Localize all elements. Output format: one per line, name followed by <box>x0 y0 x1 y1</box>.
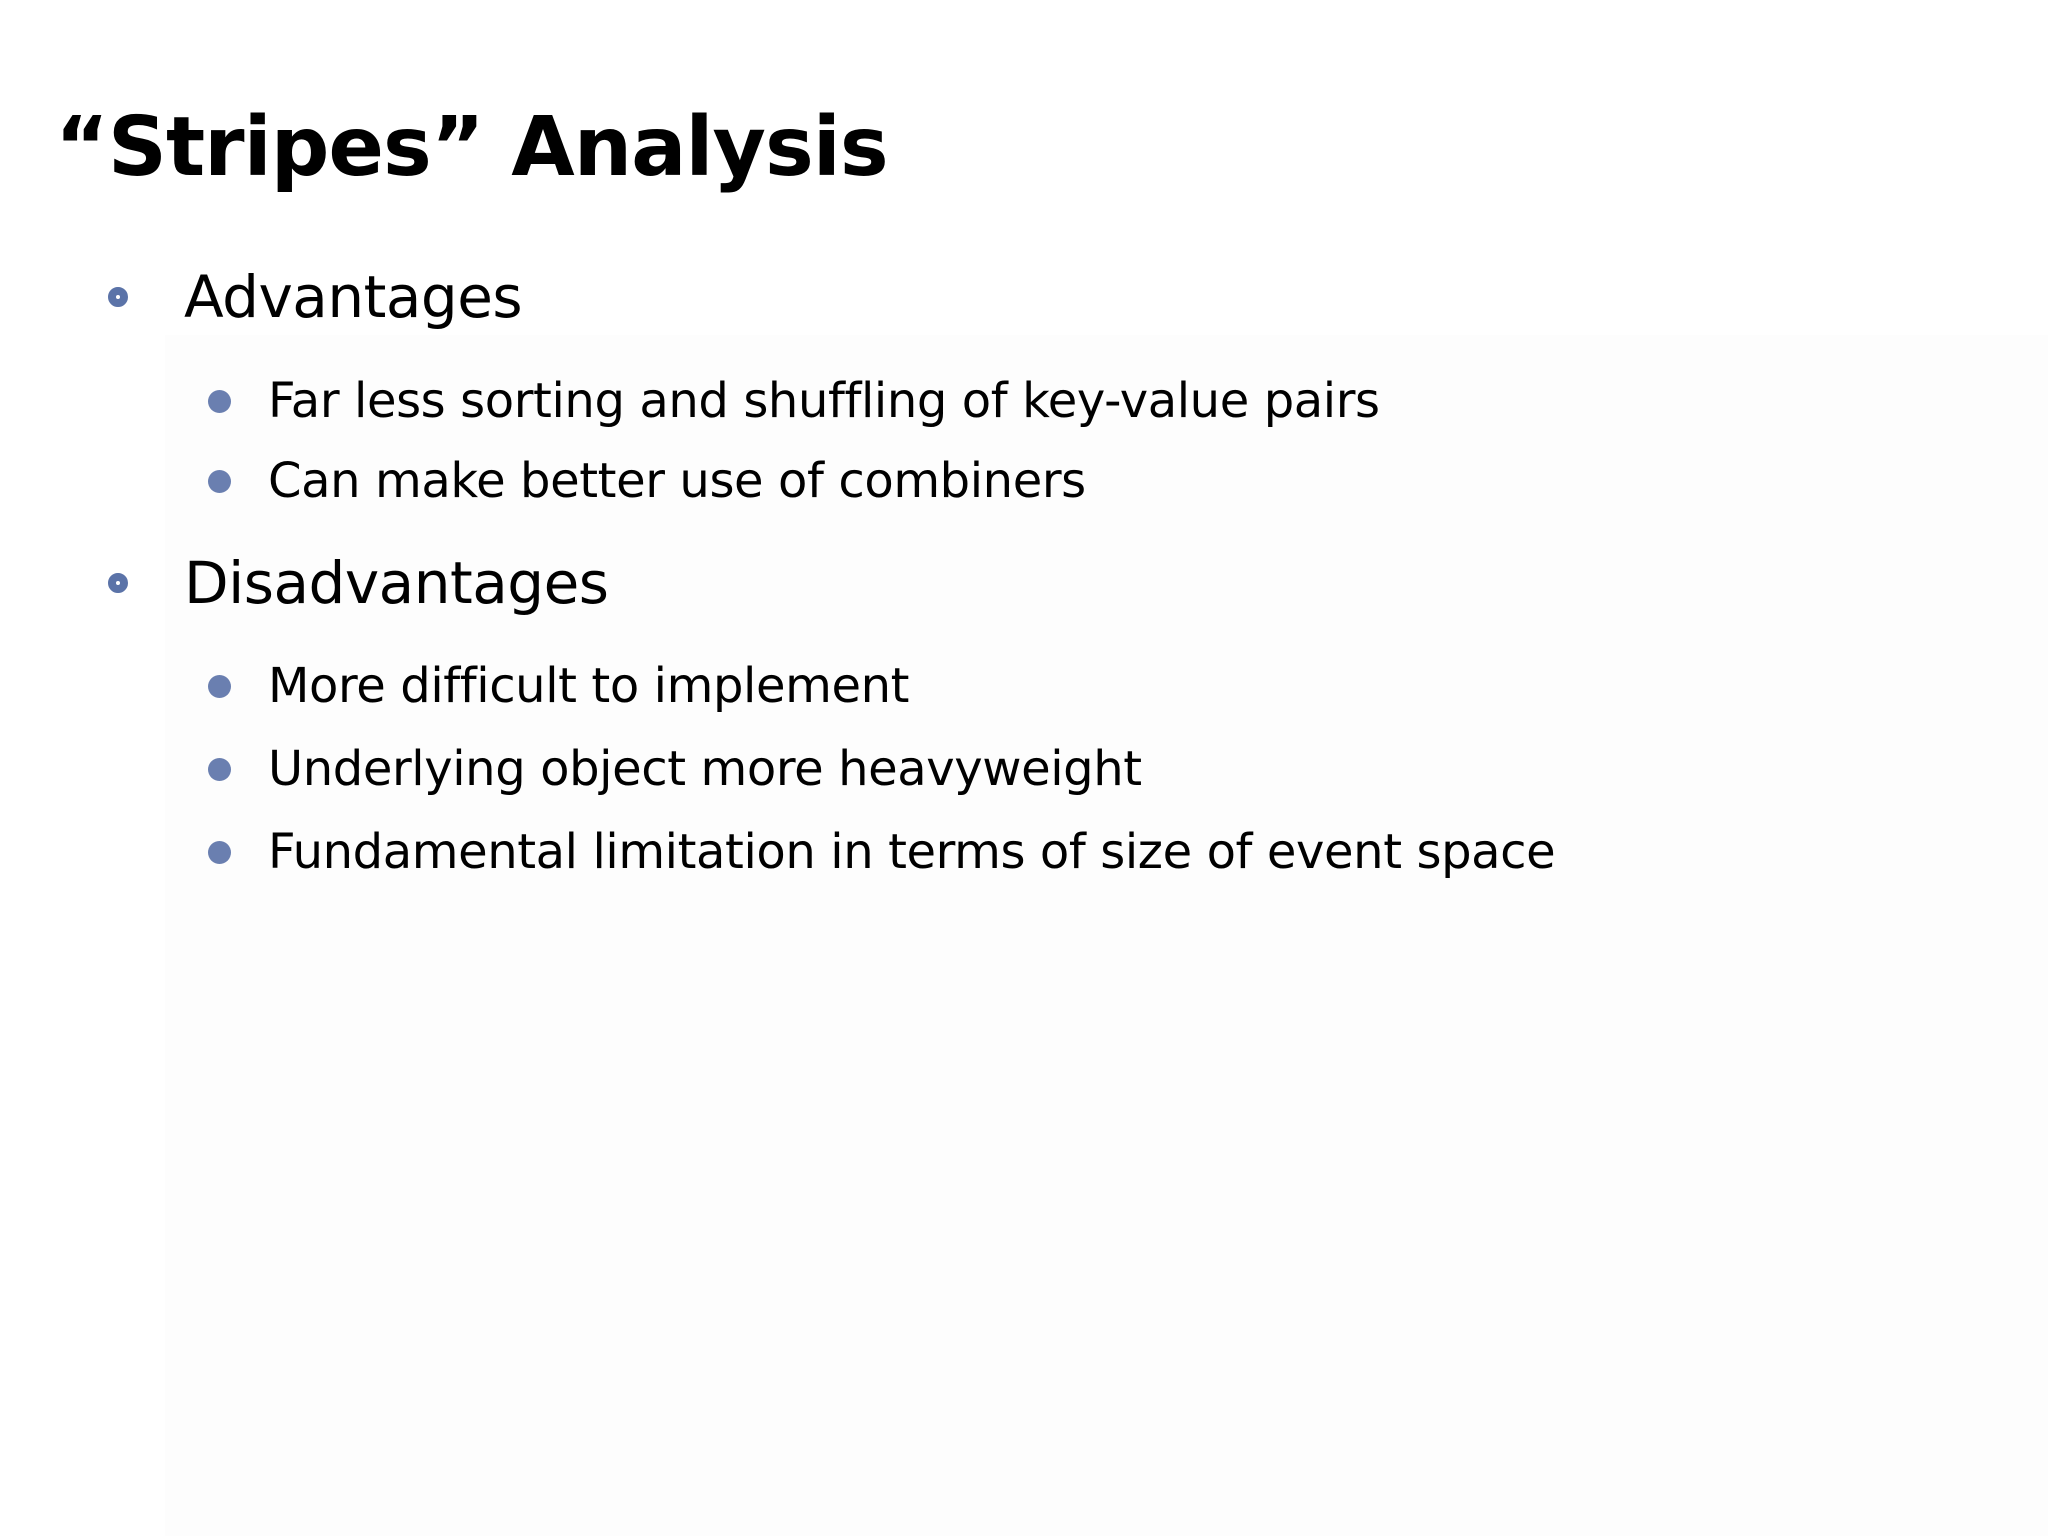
list-item-text: More difficult to implement <box>268 658 910 714</box>
filled-circle-bullet-icon <box>208 841 231 864</box>
list-item <box>208 654 909 718</box>
filled-circle-bullet-icon <box>208 675 231 698</box>
list-item <box>208 369 1380 433</box>
list-item-text: Far less sorting and shuffling of key-value pairs <box>268 373 1380 429</box>
slide-title: “Stripes” Analysis <box>55 100 888 195</box>
filled-circle-bullet-icon <box>208 758 231 781</box>
list-item-text: Underlying object more heavyweight <box>268 741 1142 797</box>
slide-background-shade <box>165 335 2048 1536</box>
list-item <box>208 820 1555 884</box>
hollow-circle-bullet-icon <box>108 573 128 593</box>
section-heading: Disadvantages <box>184 549 609 617</box>
list-item <box>208 449 1086 513</box>
list-item <box>208 737 1142 801</box>
list-item-text: Fundamental limitation in terms of size of event space <box>268 824 1556 880</box>
section-advantages <box>108 257 522 337</box>
filled-circle-bullet-icon <box>208 390 231 413</box>
section-disadvantages <box>108 543 608 623</box>
section-heading: Advantages <box>184 263 523 331</box>
list-item-text: Can make better use of combiners <box>268 453 1086 509</box>
hollow-circle-bullet-icon <box>108 287 128 307</box>
filled-circle-bullet-icon <box>208 470 231 493</box>
